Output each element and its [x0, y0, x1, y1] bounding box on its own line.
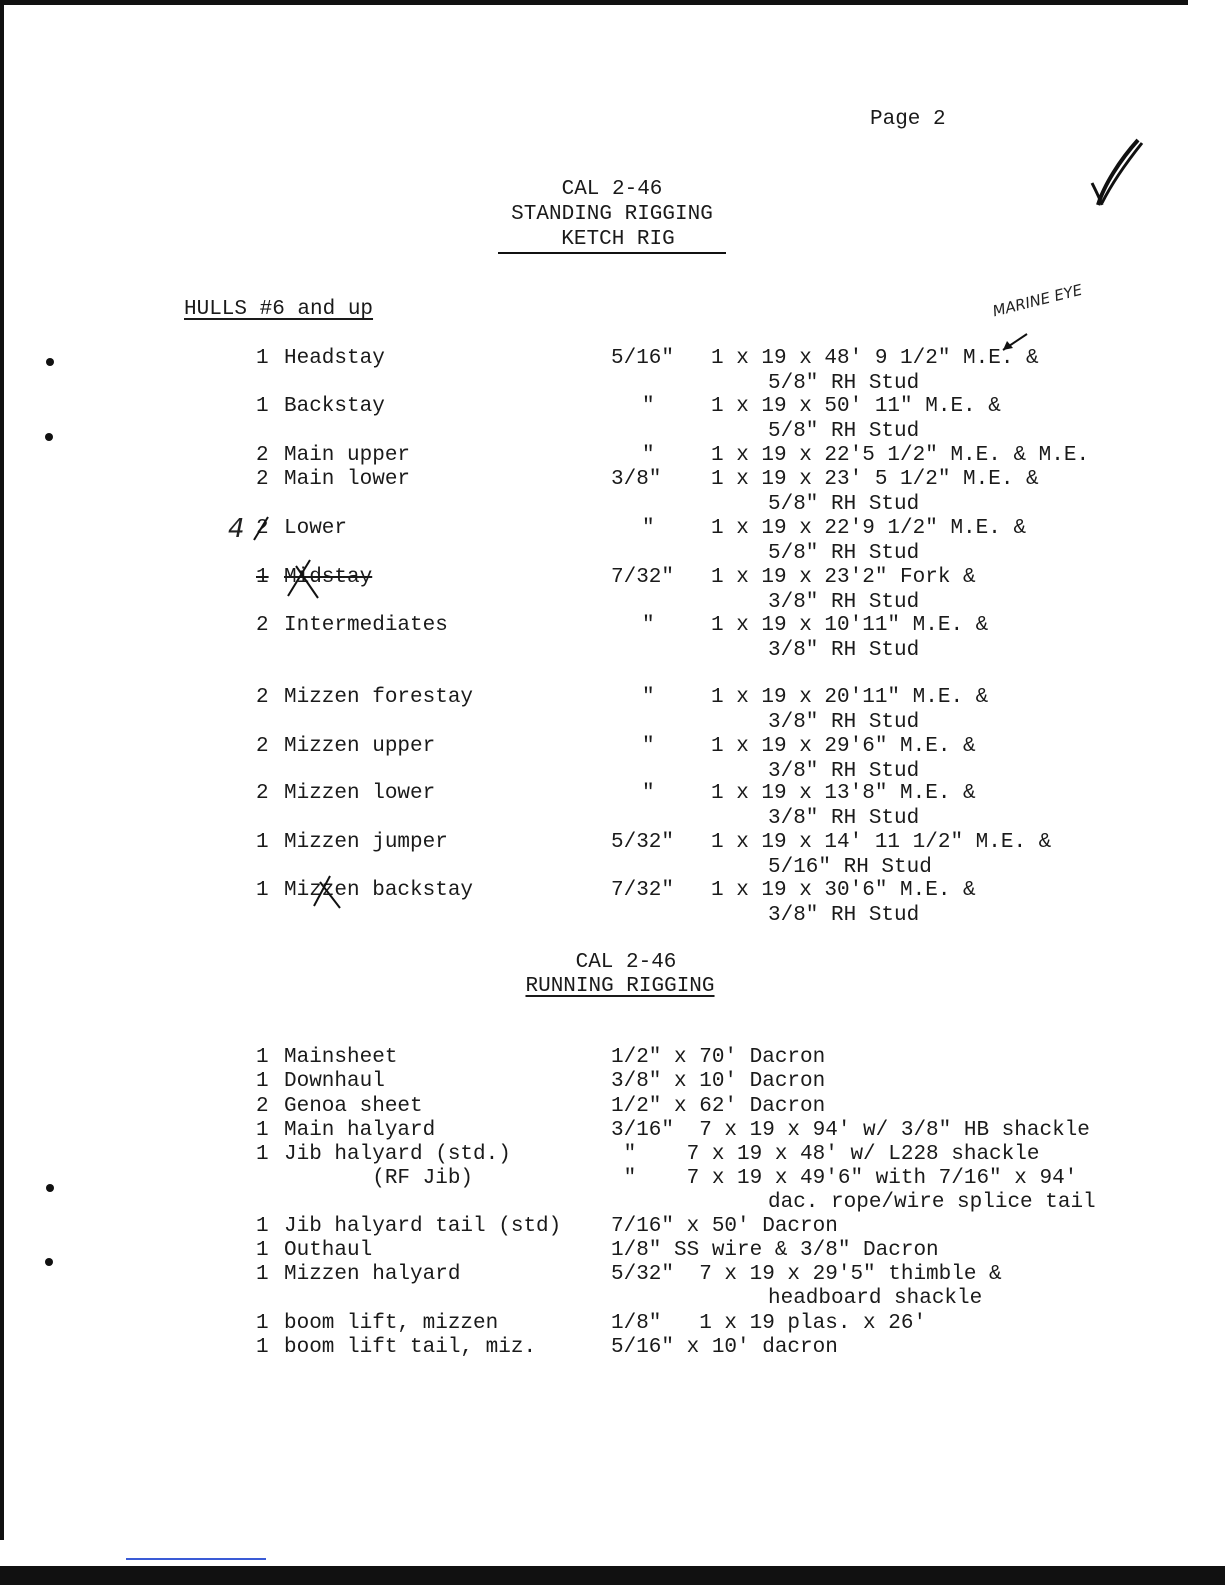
- item-spec: 1 x 19 x 30'6" M.E. &: [711, 879, 976, 902]
- item-spec: 5/16" x 10' dacron: [611, 1336, 838, 1359]
- item-spec: 1 x 19 x 22'5 1/2" M.E. & M.E.: [711, 444, 1090, 467]
- item-size: ": [642, 395, 655, 418]
- item-spec: 7/16" x 50' Dacron: [611, 1215, 838, 1238]
- item-name: Lower: [284, 517, 348, 540]
- item-name: Backstay: [284, 395, 385, 418]
- item-spec-continued: 5/8" RH Stud: [768, 372, 920, 395]
- item-spec: " 7 x 19 x 49'6" with 7/16" x 94': [611, 1167, 1078, 1190]
- item-name: Mizzen halyard: [284, 1263, 461, 1286]
- item-size: ": [642, 782, 655, 805]
- item-qty: 1: [256, 1312, 269, 1335]
- handwritten-marine-eye-note: MARINE EYE: [990, 280, 1084, 321]
- item-size: ": [642, 686, 655, 709]
- item-name: Intermediates: [284, 614, 448, 637]
- item-spec: 1/8" 1 x 19 plas. x 26': [611, 1312, 927, 1335]
- item-qty: 1: [256, 1143, 269, 1166]
- item-name: Genoa sheet: [284, 1095, 423, 1118]
- scan-border-left: [0, 0, 4, 1540]
- item-name: (RF Jib): [284, 1167, 474, 1190]
- item-name: Mainsheet: [284, 1046, 398, 1069]
- scan-border-top: [0, 0, 1188, 5]
- item-spec: " 7 x 19 x 48' w/ L228 shackle: [611, 1143, 1040, 1166]
- item-qty: 1: [256, 1215, 269, 1238]
- item-name: Mizzen backstay: [284, 879, 474, 902]
- item-size: 5/32": [611, 831, 675, 854]
- item-spec: 1 x 19 x 23'2" Fork &: [711, 566, 976, 589]
- item-spec: 1 x 19 x 20'11" M.E. &: [711, 686, 989, 709]
- item-spec: 1 x 19 x 14' 11 1/2" M.E. &: [711, 831, 1052, 854]
- item-spec: 1/2" x 62' Dacron: [611, 1095, 826, 1118]
- item-spec: 1 x 19 x 13'8" M.E. &: [711, 782, 976, 805]
- punch-hole-dot: [46, 358, 54, 366]
- item-name: Main lower: [284, 468, 411, 491]
- punch-hole-dot: [45, 1258, 53, 1266]
- strike-mark-icon: [250, 514, 272, 544]
- item-spec: 1 x 19 x 23' 5 1/2" M.E. &: [711, 468, 1039, 491]
- item-spec: 1 x 19 x 48' 9 1/2" M.E. &: [711, 347, 1039, 370]
- item-name: Midstay: [284, 566, 373, 589]
- item-size: 3/8": [611, 468, 662, 491]
- item-size: ": [642, 614, 655, 637]
- item-size: ": [642, 735, 655, 758]
- item-spec-continued: dac. rope/wire splice tail: [768, 1191, 1096, 1214]
- item-qty: 1: [256, 1336, 269, 1359]
- item-size: 7/32": [611, 566, 675, 589]
- item-size: 5/16": [611, 347, 675, 370]
- item-spec: 1 x 19 x 29'6" M.E. &: [711, 735, 976, 758]
- item-spec-continued: 3/8" RH Stud: [768, 711, 920, 734]
- item-name: Outhaul: [284, 1239, 373, 1262]
- item-qty: 2: [256, 686, 269, 709]
- item-size: 7/32": [611, 879, 675, 902]
- item-spec: 3/16" 7 x 19 x 94' w/ 3/8" HB shackle: [611, 1119, 1090, 1142]
- page-number: Page 2: [870, 108, 946, 131]
- item-qty: 1: [256, 395, 269, 418]
- item-qty: 2: [256, 735, 269, 758]
- item-spec-continued: 3/8" RH Stud: [768, 639, 920, 662]
- check-mark-icon: [1090, 135, 1150, 210]
- item-qty: 1: [256, 831, 269, 854]
- item-name: Mizzen lower: [284, 782, 436, 805]
- item-name: boom lift tail, miz.: [284, 1336, 537, 1359]
- item-qty: 1: [256, 1070, 269, 1093]
- item-spec-continued: headboard shackle: [768, 1287, 983, 1310]
- standing-title-line2: STANDING RIGGING: [511, 203, 713, 226]
- item-qty: 1: [256, 879, 269, 902]
- item-spec: 1 x 19 x 22'9 1/2" M.E. &: [711, 517, 1027, 540]
- item-spec: 5/32" 7 x 19 x 29'5" thimble &: [611, 1263, 1002, 1286]
- item-spec: 1 x 19 x 10'11" M.E. &: [711, 614, 989, 637]
- item-name: Main halyard: [284, 1119, 436, 1142]
- cross-out-mark-icon: [282, 556, 332, 602]
- item-name: Main upper: [284, 444, 411, 467]
- running-title-line1: CAL 2-46: [575, 951, 677, 974]
- item-qty: 1: [256, 347, 269, 370]
- scan-border-bottom: [0, 1566, 1225, 1585]
- item-name: Headstay: [284, 347, 385, 370]
- item-qty: 2: [256, 614, 269, 637]
- item-qty: 1: [256, 1263, 269, 1286]
- punch-hole-dot: [45, 433, 53, 441]
- item-name: Mizzen forestay: [284, 686, 474, 709]
- item-name: Jib halyard tail (std): [284, 1215, 562, 1238]
- item-spec-continued: 3/8" RH Stud: [768, 807, 920, 830]
- item-name: Jib halyard (std.): [284, 1143, 511, 1166]
- item-name: Mizzen upper: [284, 735, 436, 758]
- punch-hole-dot: [46, 1184, 54, 1192]
- item-spec: 1/8" SS wire & 3/8" Dacron: [611, 1239, 939, 1262]
- item-spec: 3/8" x 10' Dacron: [611, 1070, 826, 1093]
- item-spec-continued: 5/8" RH Stud: [768, 542, 920, 565]
- item-spec: 1 x 19 x 50' 11" M.E. &: [711, 395, 1001, 418]
- item-spec-continued: 3/8" RH Stud: [768, 591, 920, 614]
- item-spec-continued: 5/8" RH Stud: [768, 493, 920, 516]
- item-qty: 1: [256, 1239, 269, 1262]
- item-qty: 2: [256, 468, 269, 491]
- item-qty: 2: [256, 517, 269, 540]
- running-title-line2: RUNNING RIGGING: [525, 975, 715, 998]
- cross-out-mark-icon: [310, 872, 346, 912]
- standing-title-line3: KETCH RIG: [561, 228, 675, 251]
- standing-title-underline: [498, 252, 726, 254]
- item-spec-continued: 3/8" RH Stud: [768, 760, 920, 783]
- item-spec-continued: 3/8" RH Stud: [768, 904, 920, 927]
- item-name: Mizzen jumper: [284, 831, 448, 854]
- item-qty: 2: [256, 444, 269, 467]
- item-qty: 1: [256, 566, 269, 589]
- hulls-heading: HULLS #6 and up: [184, 298, 374, 321]
- item-name: boom lift, mizzen: [284, 1312, 499, 1335]
- item-spec-continued: 5/16" RH Stud: [768, 856, 932, 879]
- item-qty: 2: [256, 782, 269, 805]
- item-spec: 1/2" x 70' Dacron: [611, 1046, 826, 1069]
- item-qty: 1: [256, 1046, 269, 1069]
- item-size: ": [642, 444, 655, 467]
- item-spec-continued: 5/8" RH Stud: [768, 420, 920, 443]
- scan-link-mark: [126, 1558, 266, 1560]
- item-qty: 1: [256, 1119, 269, 1142]
- handwritten-qty-correction: 4: [228, 514, 245, 544]
- item-size: ": [642, 517, 655, 540]
- item-qty: 2: [256, 1095, 269, 1118]
- item-name: Downhaul: [284, 1070, 385, 1093]
- standing-title-line1: CAL 2-46: [561, 178, 663, 201]
